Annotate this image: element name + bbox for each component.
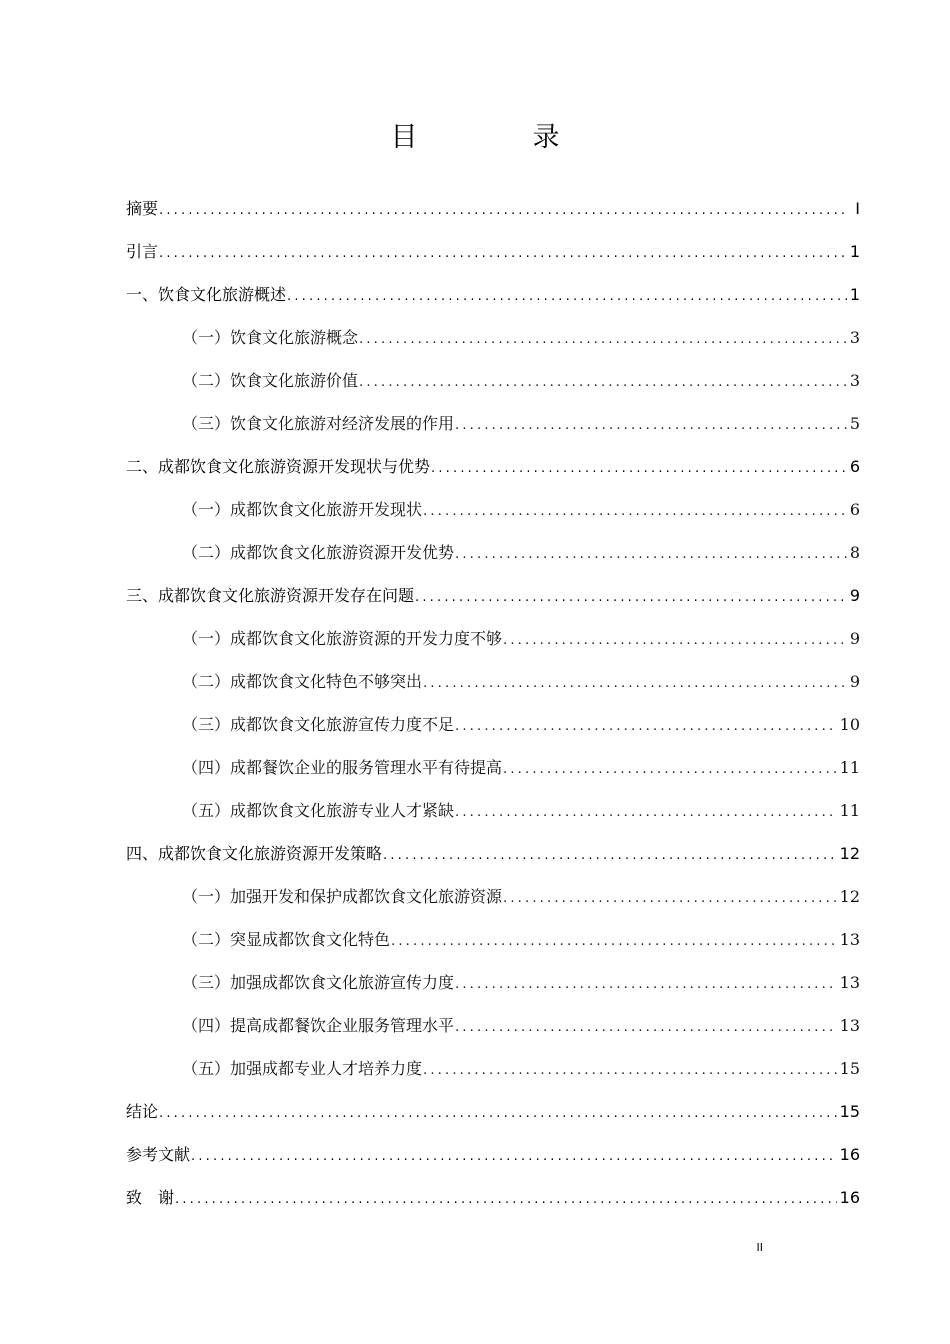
- toc-entry-page-number: 13: [839, 973, 860, 992]
- toc-entry-page-number: 1: [849, 242, 860, 261]
- toc-entry-page-number: 6: [849, 500, 860, 519]
- toc-entry-title: （三）饮食文化旅游对经济发展的作用: [182, 414, 455, 433]
- toc-entry: [126, 660, 860, 703]
- toc-entry-page-number: 11: [839, 758, 860, 777]
- toc-dot-leader: [175, 1178, 837, 1221]
- toc-entry-page-number: 10: [839, 715, 860, 734]
- toc-entry: [126, 273, 860, 316]
- toc-entry: [126, 832, 860, 875]
- toc-dot-leader: [431, 447, 847, 490]
- toc-entry: [126, 574, 860, 617]
- toc-entry: [126, 359, 860, 402]
- toc-entry-page-number: 9: [849, 586, 860, 605]
- toc-entry: [126, 488, 860, 531]
- toc-entry-page-number: 3: [849, 328, 860, 347]
- toc-dot-leader: [159, 232, 847, 275]
- toc-entry-title: （二）饮食文化旅游价值: [182, 371, 359, 390]
- toc-dot-leader: [455, 533, 847, 576]
- toc-dot-leader: [287, 275, 847, 318]
- page-title: 目 录: [390, 122, 604, 153]
- toc-entry-page-number: 12: [839, 844, 860, 863]
- toc-entry: [126, 617, 860, 660]
- footer-page-number: II: [756, 1241, 763, 1254]
- toc-dot-leader: [159, 1092, 837, 1135]
- toc-dot-leader: [503, 619, 847, 662]
- toc-entry-title: 参考文献: [126, 1145, 191, 1164]
- toc-dot-leader: [423, 662, 847, 705]
- toc-entry: [126, 1047, 860, 1090]
- toc-dot-leader: [383, 834, 837, 877]
- toc-entry-title: （四）成都餐饮企业的服务管理水平有待提高: [182, 758, 503, 777]
- toc-entry-title: （四）提高成都餐饮企业服务管理水平: [182, 1016, 455, 1035]
- toc-entry-title: （五）加强成都专业人才培养力度: [182, 1059, 423, 1078]
- toc-dot-leader: [455, 705, 837, 748]
- toc-entry: [126, 402, 860, 445]
- toc-entry-page-number: 1: [849, 285, 860, 304]
- toc-dot-leader: [423, 490, 847, 533]
- toc-entry-title: 结论: [126, 1102, 159, 1121]
- toc-entry-title: （二）成都饮食文化特色不够突出: [182, 672, 423, 691]
- toc-entry-page-number: 13: [839, 930, 860, 949]
- toc-entry: [126, 918, 860, 961]
- toc-entry-title: （一）成都饮食文化旅游开发现状: [182, 500, 423, 519]
- toc-entry-page-number: 16: [839, 1188, 860, 1207]
- toc-dot-leader: [455, 404, 847, 447]
- toc-entry-page-number: 9: [849, 629, 860, 648]
- toc-entry-title: 摘要: [126, 199, 159, 218]
- toc-entry-title: 三、成都饮食文化旅游资源开发存在问题: [126, 586, 415, 605]
- table-of-contents: [126, 187, 860, 1219]
- toc-entry-title: 致 谢: [126, 1188, 175, 1207]
- toc-entry-page-number: 16: [839, 1145, 860, 1164]
- toc-entry: [126, 961, 860, 1004]
- toc-dot-leader: [455, 1006, 837, 1049]
- toc-entry-title: （一）成都饮食文化旅游资源的开发力度不够: [182, 629, 503, 648]
- toc-entry-page-number: 13: [839, 1016, 860, 1035]
- toc-entry-title: （二）成都饮食文化旅游资源开发优势: [182, 543, 455, 562]
- toc-entry: [126, 445, 860, 488]
- toc-entry: [126, 1176, 860, 1219]
- toc-entry-page-number: 15: [839, 1102, 860, 1121]
- toc-entry: [126, 187, 860, 230]
- toc-entry-title: （二）突显成都饮食文化特色: [182, 930, 391, 949]
- toc-entry-page-number: I: [855, 199, 860, 218]
- toc-entry: [126, 1133, 860, 1176]
- toc-entry-title: 引言: [126, 242, 159, 261]
- toc-entry-title: （一）饮食文化旅游概念: [182, 328, 359, 347]
- toc-entry: [126, 1090, 860, 1133]
- toc-entry-title: （一）加强开发和保护成都饮食文化旅游资源: [182, 887, 503, 906]
- toc-entry-page-number: 11: [839, 801, 860, 820]
- toc-dot-leader: [455, 791, 837, 834]
- toc-dot-leader: [159, 189, 847, 232]
- toc-dot-leader: [391, 920, 837, 963]
- toc-dot-leader: [455, 963, 837, 1006]
- toc-entry-title: 四、成都饮食文化旅游资源开发策略: [126, 844, 383, 863]
- toc-entry-page-number: 3: [849, 371, 860, 390]
- toc-entry: [126, 789, 860, 832]
- toc-dot-leader: [415, 576, 847, 619]
- toc-entry-page-number: 6: [849, 457, 860, 476]
- toc-entry: [126, 746, 860, 789]
- toc-entry-title: （五）成都饮食文化旅游专业人才紧缺: [182, 801, 455, 820]
- toc-dot-leader: [503, 748, 837, 791]
- toc-entry: [126, 316, 860, 359]
- toc-entry-title: （三）成都饮食文化旅游宣传力度不足: [182, 715, 455, 734]
- toc-entry: [126, 531, 860, 574]
- toc-entry-page-number: 9: [849, 672, 860, 691]
- toc-entry-page-number: 5: [849, 414, 860, 433]
- toc-dot-leader: [359, 361, 847, 404]
- toc-dot-leader: [359, 318, 847, 361]
- toc-entry-page-number: 8: [849, 543, 860, 562]
- toc-entry-title: 二、成都饮食文化旅游资源开发现状与优势: [126, 457, 431, 476]
- toc-dot-leader: [503, 877, 837, 920]
- toc-dot-leader: [423, 1049, 837, 1092]
- toc-entry-title: 一、饮食文化旅游概述: [126, 285, 287, 304]
- toc-dot-leader: [191, 1135, 837, 1178]
- toc-entry: [126, 1004, 860, 1047]
- toc-entry-page-number: 15: [839, 1059, 860, 1078]
- toc-entry: [126, 703, 860, 746]
- toc-entry: [126, 230, 860, 273]
- toc-entry-page-number: 12: [839, 887, 860, 906]
- toc-entry-title: （三）加强成都饮食文化旅游宣传力度: [182, 973, 455, 992]
- toc-entry: [126, 875, 860, 918]
